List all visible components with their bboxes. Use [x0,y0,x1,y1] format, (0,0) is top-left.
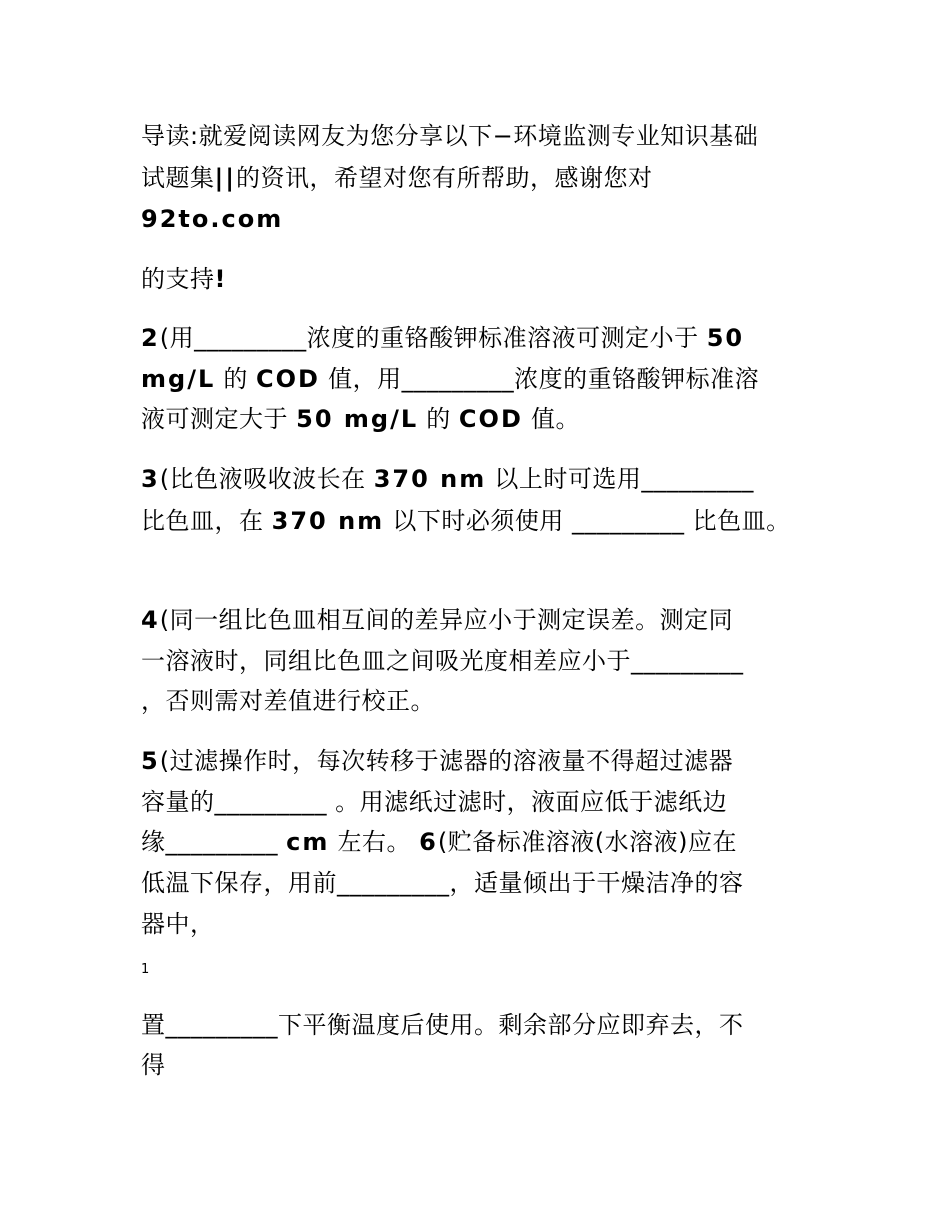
question-number: 5 [141,747,160,775]
question-number: 4 [141,606,160,634]
question-2-line-2: mg/L 的 COD 值，用_________浓度的重铬酸钾标准溶 [141,365,760,393]
question-number: 2 [141,324,160,352]
intro-line-4: 的支持! [141,265,228,293]
question-4-line-2: 一溶液时，同组比色皿之间吸光度相差应小于_________ [141,647,744,675]
question-5-line-3: 缘_________ cm 左右。 6(贮备标准溶液(水溶液)应在 [141,828,737,856]
continuation-line-1: 置_________下平衡温度后使用。剩余部分应即弃去，不 [141,1011,744,1039]
question-2-line-3: 液可测定大于 50 mg/L 的 COD 值。 [141,405,580,433]
page-number: 1 [141,962,150,977]
question-5-line-2: 容量的_________ 。用滤纸过滤时，液面应低于滤纸边 [141,788,728,816]
question-3-line-2: 比色皿，在 370 nm 以下时必须使用 _________ 比色皿。 [141,507,791,535]
question-number: 3 [141,465,160,493]
continuation-line-2: 得 [141,1051,166,1079]
question-4-line-1: 4(同一组比色皿相互间的差异应小于测定误差。测定同 [141,606,734,634]
question-6-line-3: 器中， [141,910,215,938]
question-2-line-1: 2(用_________浓度的重铬酸钾标准溶液可测定小于 50 [141,324,745,352]
question-5-line-1: 5(过滤操作时，每次转移于滤器的溶液量不得超过滤器 [141,747,734,775]
question-number: 6 [419,828,438,856]
site-name: 92to.com [141,205,284,233]
intro-line-1: 导读:就爱阅读网友为您分享以下−环境监测专业知识基础 [141,122,759,150]
question-4-line-3: ，否则需对差值进行校正。 [141,687,435,715]
question-3-line-1: 3(比色液吸收波长在 370 nm 以上时可选用_________ [141,465,754,493]
question-6-line-2: 低温下保存，用前_________，适量倾出于干燥洁净的容 [141,869,744,897]
intro-line-2: 试题集||的资讯，希望对您有所帮助，感谢您对 [141,164,653,192]
